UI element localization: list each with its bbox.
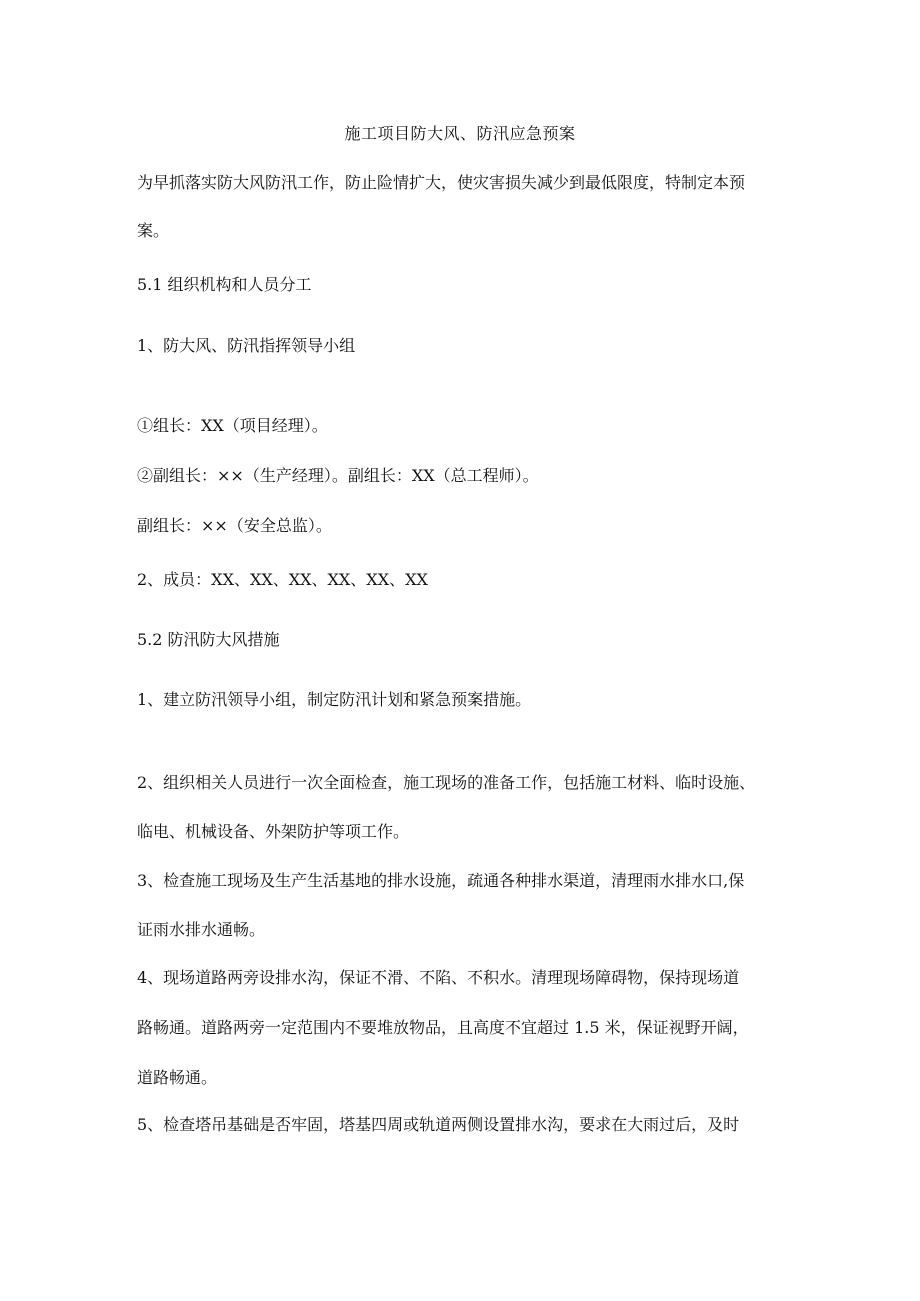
paragraph-line: 2、组织相关人员进行一次全面检查，施工现场的准备工作，包括施工材料、临时设施、: [137, 773, 756, 792]
paragraph-line: 2、成员：XX、XX、XX、XX、XX、XX: [137, 570, 428, 589]
section-heading: 5.1 组织机构和人员分工: [137, 275, 312, 294]
paragraph-line: 道路畅通。: [137, 1068, 218, 1087]
subsection-heading: 1、防大风、防汛指挥领导小组: [137, 336, 356, 355]
section-heading: 5.2 防汛防大风措施: [137, 630, 280, 649]
paragraph-line: ①组长：XX（项目经理）。: [137, 416, 328, 435]
document-title: 施工项目防大风、防汛应急预案: [344, 124, 576, 143]
paragraph-line: 副组长：××（安全总监）。: [137, 516, 332, 535]
paragraph-line: 为早抓落实防大风防汛工作，防止险情扩大，使灾害损失减少到最低限度，特制定本预: [137, 173, 746, 192]
paragraph-line: 5、检查塔吊基础是否牢固，塔基四周或轨道两侧设置排水沟，要求在大雨过后，及时: [137, 1115, 740, 1134]
paragraph-line: 路畅通。道路两旁一定范围内不要堆放物品，且高度不宜超过 1.5 米，保证视野开阔，: [137, 1018, 749, 1037]
paragraph-line: 1、建立防汛领导小组，制定防汛计划和紧急预案措施。: [137, 690, 532, 709]
paragraph-line: 临电、机械设备、外架防护等项工作。: [137, 822, 410, 841]
paragraph-line: ②副组长：××（生产经理）。副组长：XX（总工程师）。: [137, 466, 539, 485]
paragraph-line: 证雨水排水通畅。: [137, 920, 266, 939]
paragraph-line: 3、检查施工现场及生产生活基地的排水设施，疏通各种排水渠道，清理雨水排水口,保: [137, 871, 745, 890]
paragraph-line: 案。: [137, 221, 170, 240]
paragraph-line: 4、现场道路两旁设排水沟，保证不滑、不陷、不积水。清理现场障碍物，保持现场道: [137, 968, 740, 987]
